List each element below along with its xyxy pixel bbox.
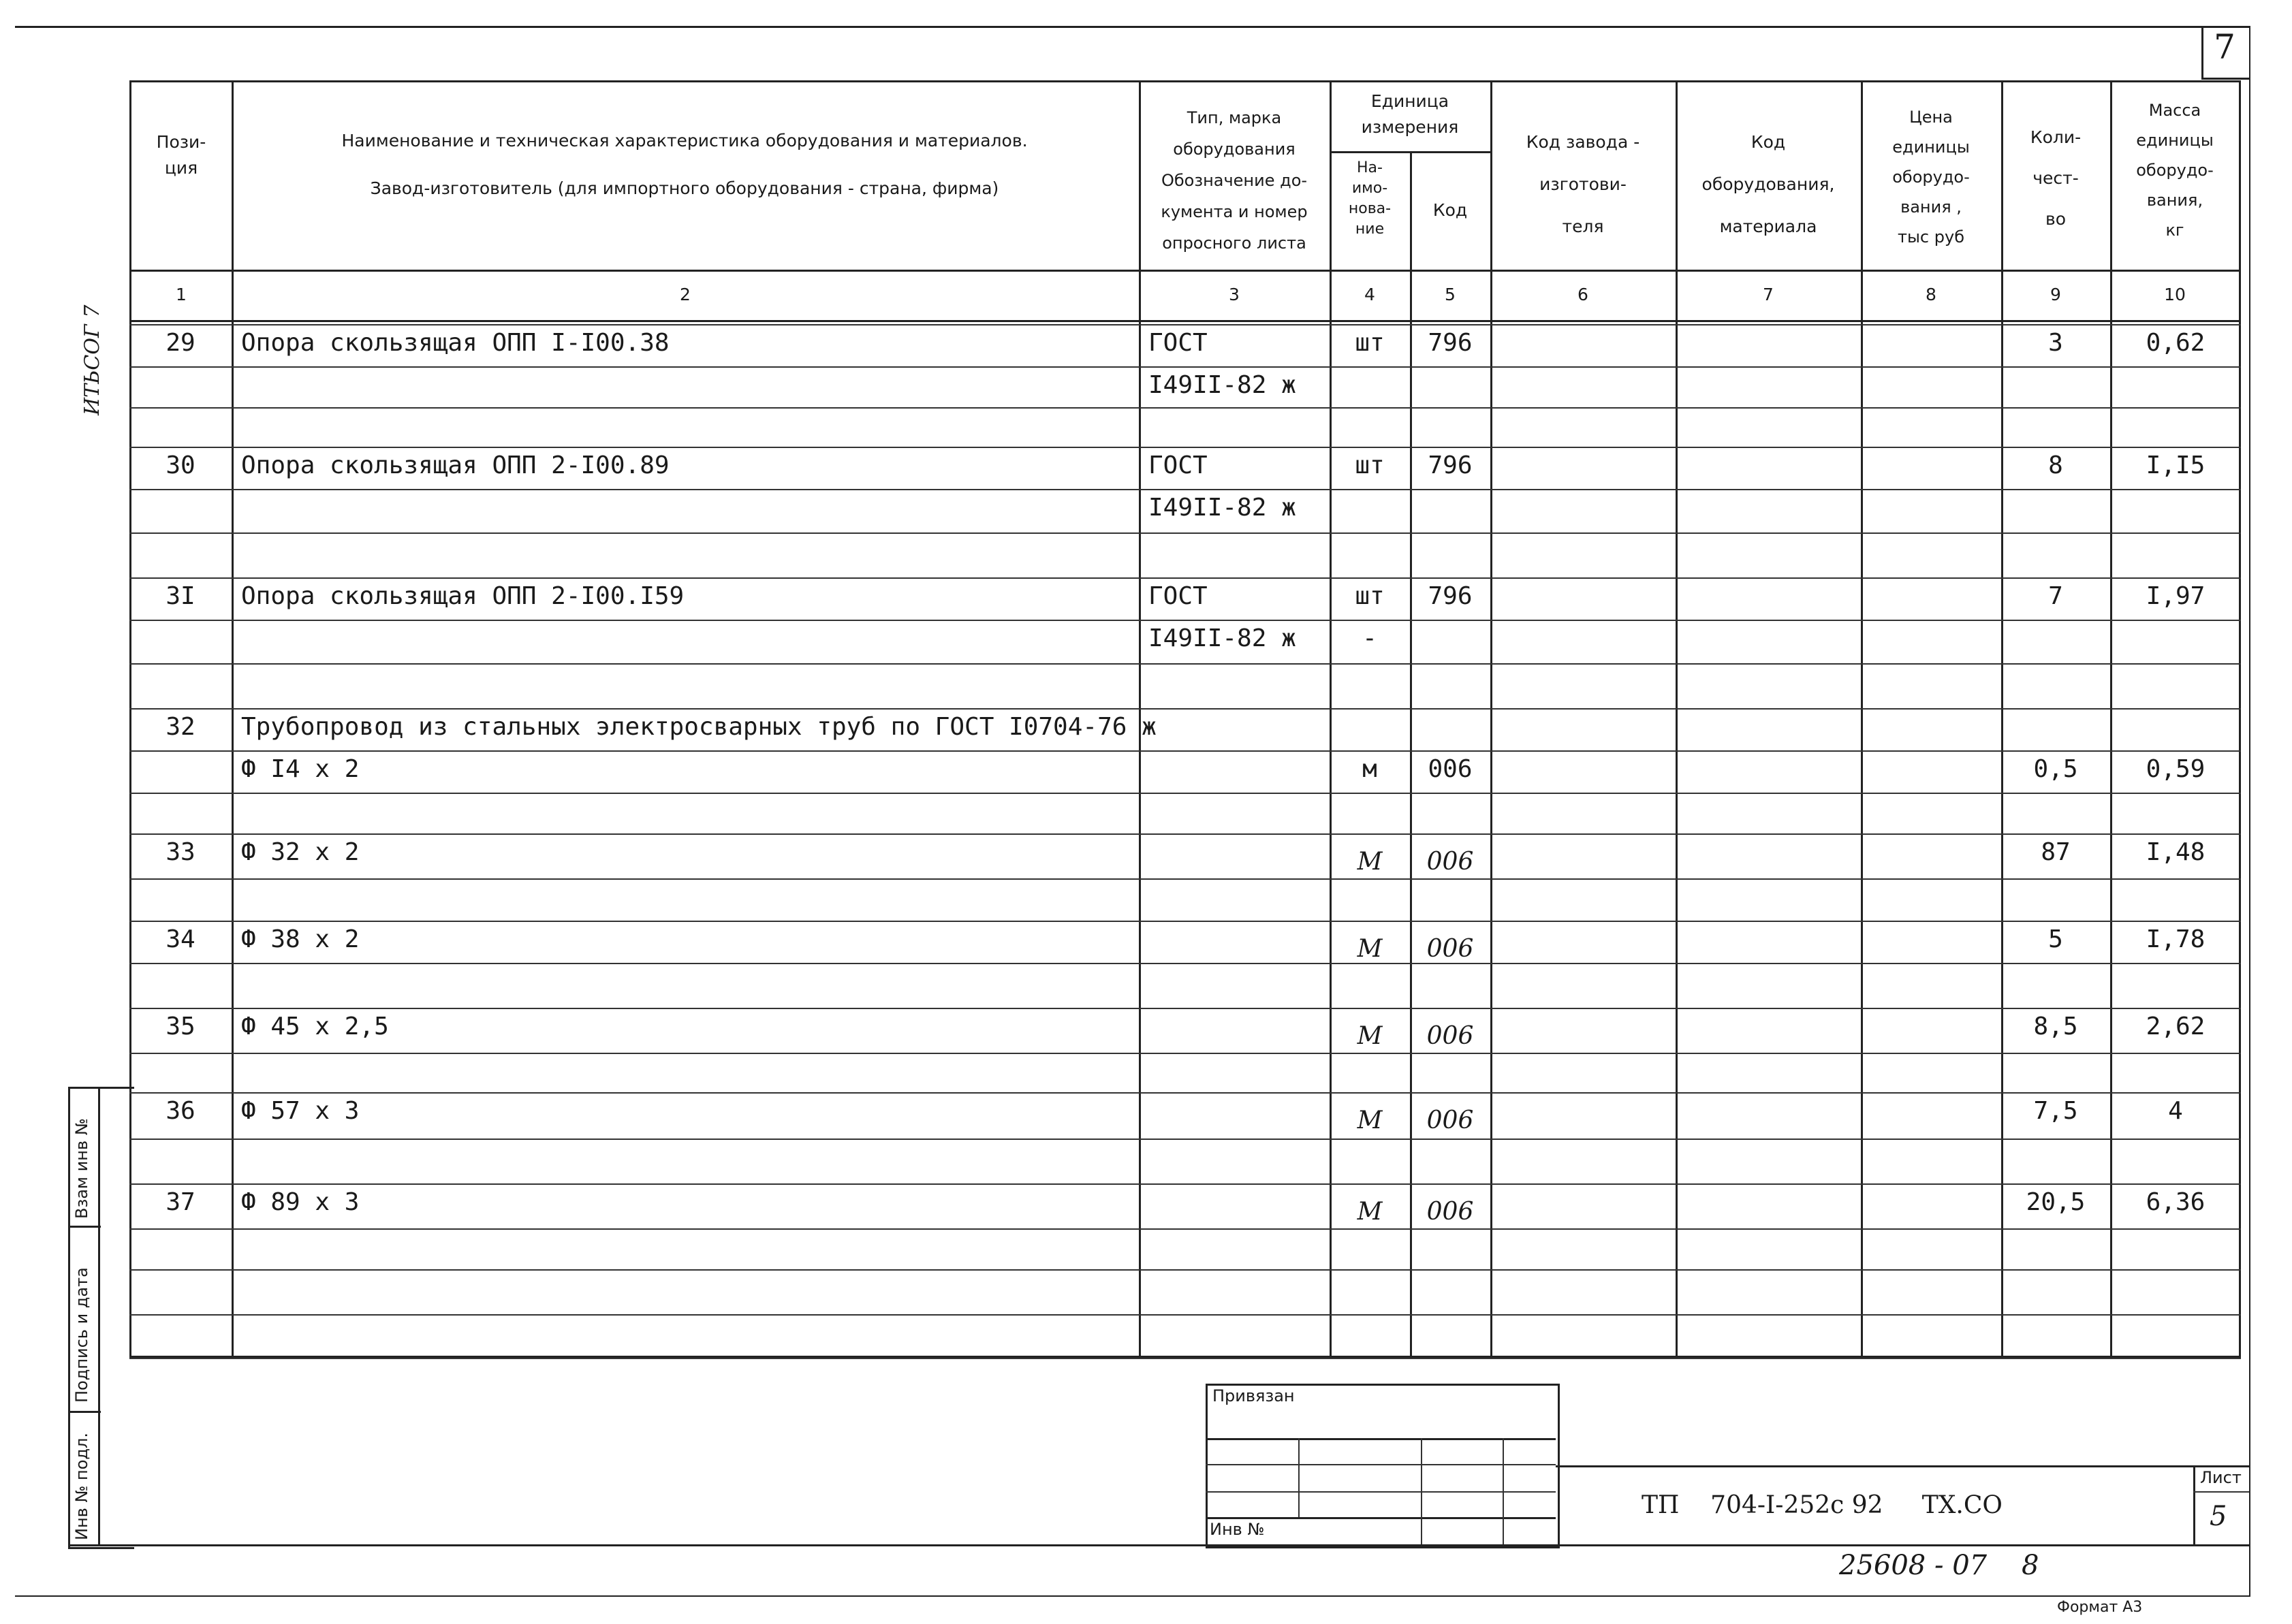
row-line xyxy=(129,663,2241,665)
position-cell: 33 xyxy=(166,838,195,866)
column-line xyxy=(1676,80,1678,1358)
page-number: 7 xyxy=(2214,27,2235,67)
header-type: Тип, марка оборудования Обозначение до- кумента и номер опросного листа xyxy=(1161,108,1308,253)
row-line xyxy=(129,1008,2241,1009)
sheet-label-line xyxy=(2193,1491,2249,1493)
row-line xyxy=(129,366,2241,368)
row-line xyxy=(129,407,2241,409)
name-cell: Ф 32 х 2 xyxy=(241,838,360,866)
unit-code-cell: 006 xyxy=(1426,935,1474,963)
unit-name-cell: шт xyxy=(1355,329,1385,357)
position-cell: 3I xyxy=(166,582,195,610)
position-cell: 34 xyxy=(166,925,195,953)
mass-cell: 0,62 xyxy=(2146,329,2205,357)
type-cell: I49II-82 ж xyxy=(1148,494,1296,522)
type-cell: I49II-82 ж xyxy=(1148,371,1296,399)
unit-name-cell: М xyxy=(1357,1106,1383,1134)
unit-name-cell: М xyxy=(1357,848,1383,876)
row-line xyxy=(129,620,2241,621)
mass-cell: 6,36 xyxy=(2146,1188,2205,1216)
header-mass: Масса единицы оборудо- вания, кг xyxy=(2136,101,2214,240)
left-stamp-line-1 xyxy=(68,1226,101,1228)
row-line xyxy=(129,1314,2241,1316)
col-number-8: 8 xyxy=(1926,285,1936,304)
row-line xyxy=(129,1228,2241,1230)
mass-cell: 0,59 xyxy=(2146,755,2205,783)
mass-cell: I,78 xyxy=(2146,925,2205,953)
sheet-number: 5 xyxy=(2210,1501,2227,1532)
privyazan-label: Привязан xyxy=(1212,1386,1295,1405)
header-factory-code: Код завода - изготови- теля xyxy=(1526,132,1640,236)
quantity-cell: 20,5 xyxy=(2026,1188,2086,1216)
unit-code-cell: 006 xyxy=(1428,755,1473,783)
name-cell: Трубопровод из стальных электросварных труб по ГОСТ I0704-76 ж xyxy=(241,713,1157,741)
archive-number: 25608 - 07 8 xyxy=(1839,1550,2039,1581)
unit-code-cell: 796 xyxy=(1428,582,1473,610)
column-line xyxy=(1861,80,1863,1358)
vzam-inv-label: Взам инв № xyxy=(72,1118,91,1219)
unit-name-cell: М xyxy=(1357,1022,1383,1050)
quantity-cell: 0,5 xyxy=(2033,755,2078,783)
row-line xyxy=(129,1092,2241,1094)
type-cell: ГОСТ xyxy=(1148,582,1208,610)
unit-subheader-line xyxy=(1330,151,1490,153)
row-line xyxy=(129,577,2241,579)
position-cell: 29 xyxy=(166,329,195,357)
quantity-cell: 87 xyxy=(2041,838,2071,866)
sheet-label: Лист xyxy=(2200,1468,2242,1487)
quantity-cell: 7,5 xyxy=(2033,1097,2078,1125)
sheet-divider xyxy=(2193,1465,2195,1544)
privyazan-col-1 xyxy=(1298,1438,1300,1517)
row-line xyxy=(129,833,2241,835)
row-line xyxy=(129,532,2241,534)
row-line xyxy=(129,1183,2241,1185)
row-line xyxy=(129,750,2241,752)
unit-name-cell: М xyxy=(1357,935,1383,963)
type-cell: I49II-82 ж xyxy=(1148,624,1296,652)
mass-cell: 2,62 xyxy=(2146,1013,2205,1040)
unit-name-cell: м xyxy=(1362,755,1377,783)
privyazan-col-3 xyxy=(1503,1438,1504,1544)
name-cell: Ф 57 х 3 xyxy=(241,1097,360,1125)
col-number-10: 10 xyxy=(2164,285,2186,304)
mass-cell: 4 xyxy=(2168,1097,2183,1125)
unit-code-cell: 796 xyxy=(1428,329,1473,357)
header-quantity: Коли- чест- во xyxy=(2030,127,2082,229)
unit-name-cell: М xyxy=(1357,1198,1383,1226)
row-line xyxy=(129,1358,2241,1359)
header-position: Пози- ция xyxy=(156,132,206,178)
name-cell: Опора скользящая ОПП I-I00.38 xyxy=(241,329,670,357)
header-price: Цена единицы оборудо- вания , тыс руб xyxy=(1892,108,1970,246)
row-line xyxy=(129,1139,2241,1140)
position-cell: 36 xyxy=(166,1097,195,1125)
unit-code-cell: 006 xyxy=(1426,1106,1474,1134)
col-number-3: 3 xyxy=(1229,285,1240,304)
column-line xyxy=(2110,80,2112,1358)
title-block-top xyxy=(1556,1465,2249,1467)
position-cell: 32 xyxy=(166,713,195,741)
col-number-1: 1 xyxy=(176,285,187,304)
header-unit-code: Код xyxy=(1432,200,1468,220)
header-equipment-code: Код оборудования, материала xyxy=(1701,132,1835,236)
number-row-bottom-line xyxy=(129,320,2241,322)
header-name-line2: Завод-изготовитель (для импортного оборудования - страна, фирма) xyxy=(370,178,999,198)
position-cell: 30 xyxy=(166,451,195,479)
col-number-9: 9 xyxy=(2050,285,2061,304)
type-cell: ГОСТ xyxy=(1148,329,1208,357)
row-line xyxy=(129,793,2241,794)
col-number-7: 7 xyxy=(1763,285,1774,304)
quantity-cell: 5 xyxy=(2048,925,2063,953)
name-cell: Опора скользящая ОПП 2-I00.I59 xyxy=(241,582,685,610)
column-line xyxy=(232,80,234,1358)
quantity-cell: 7 xyxy=(2048,582,2063,610)
type-cell: ГОСТ xyxy=(1148,451,1208,479)
unit-name-cell: шт xyxy=(1355,582,1385,610)
inv-podl-label: Инв № подл. xyxy=(72,1433,91,1540)
col-number-6: 6 xyxy=(1577,285,1588,304)
header-name-line1: Наименование и техническая характеристика оборудования и материалов. xyxy=(341,131,1028,150)
unit-code-cell: 006 xyxy=(1426,1198,1474,1226)
privyazan-col-2 xyxy=(1421,1438,1422,1544)
row-line xyxy=(129,447,2241,448)
mass-cell: I,I5 xyxy=(2146,451,2205,479)
row-line xyxy=(129,489,2241,490)
header-unit-name: На- имо- нова- ние xyxy=(1348,159,1392,238)
unit-name-cell: шт xyxy=(1355,451,1385,479)
inv-no-label: Инв № xyxy=(1210,1520,1265,1539)
document-code: ТП 704-I-252с 92 ТХ.СО xyxy=(1642,1491,2003,1519)
header-unit-group: Единица измерения xyxy=(1361,91,1459,137)
header-bottom-line xyxy=(129,270,2241,272)
quantity-cell: 3 xyxy=(2048,329,2063,357)
mass-cell: I,48 xyxy=(2146,838,2205,866)
name-cell: Ф I4 х 2 xyxy=(241,755,360,783)
unit-code-cell: 796 xyxy=(1428,451,1473,479)
left-stamp-line-2 xyxy=(68,1411,101,1413)
name-cell: Ф 45 х 2,5 xyxy=(241,1013,389,1040)
name-cell: Ф 38 х 2 xyxy=(241,925,360,953)
row-line xyxy=(129,878,2241,880)
name-cell: Ф 89 х 3 xyxy=(241,1188,360,1216)
left-stamp-divider xyxy=(98,1087,100,1545)
col-number-5: 5 xyxy=(1445,285,1456,304)
row-line xyxy=(129,1053,2241,1054)
row-line xyxy=(129,921,2241,922)
format-label: Формат А3 xyxy=(2057,1599,2143,1616)
col-number-4: 4 xyxy=(1364,285,1375,304)
name-cell: Опора скользящая ОПП 2-I00.89 xyxy=(241,451,670,479)
position-cell: 37 xyxy=(166,1188,195,1216)
col-number-2: 2 xyxy=(680,285,691,304)
quantity-cell: 8,5 xyxy=(2033,1013,2078,1040)
mass-cell: I,97 xyxy=(2146,582,2205,610)
row-line xyxy=(129,324,2241,325)
row-line xyxy=(129,708,2241,710)
column-line xyxy=(1330,80,1332,1358)
column-line xyxy=(1490,80,1492,1358)
column-line xyxy=(2001,80,2003,1358)
row-line xyxy=(129,963,2241,964)
podpis-data-label: Подпись и дата xyxy=(72,1267,91,1403)
unit-code-cell: 006 xyxy=(1426,1022,1474,1050)
position-cell: 35 xyxy=(166,1013,195,1040)
page-bottom-line xyxy=(68,1544,2249,1546)
unit-name-cell: - xyxy=(1362,624,1377,652)
quantity-cell: 8 xyxy=(2048,451,2063,479)
row-line xyxy=(129,1269,2241,1271)
unit-code-cell: 006 xyxy=(1426,848,1474,876)
side-annotation: ИТЬСОГ 7 xyxy=(80,304,104,415)
